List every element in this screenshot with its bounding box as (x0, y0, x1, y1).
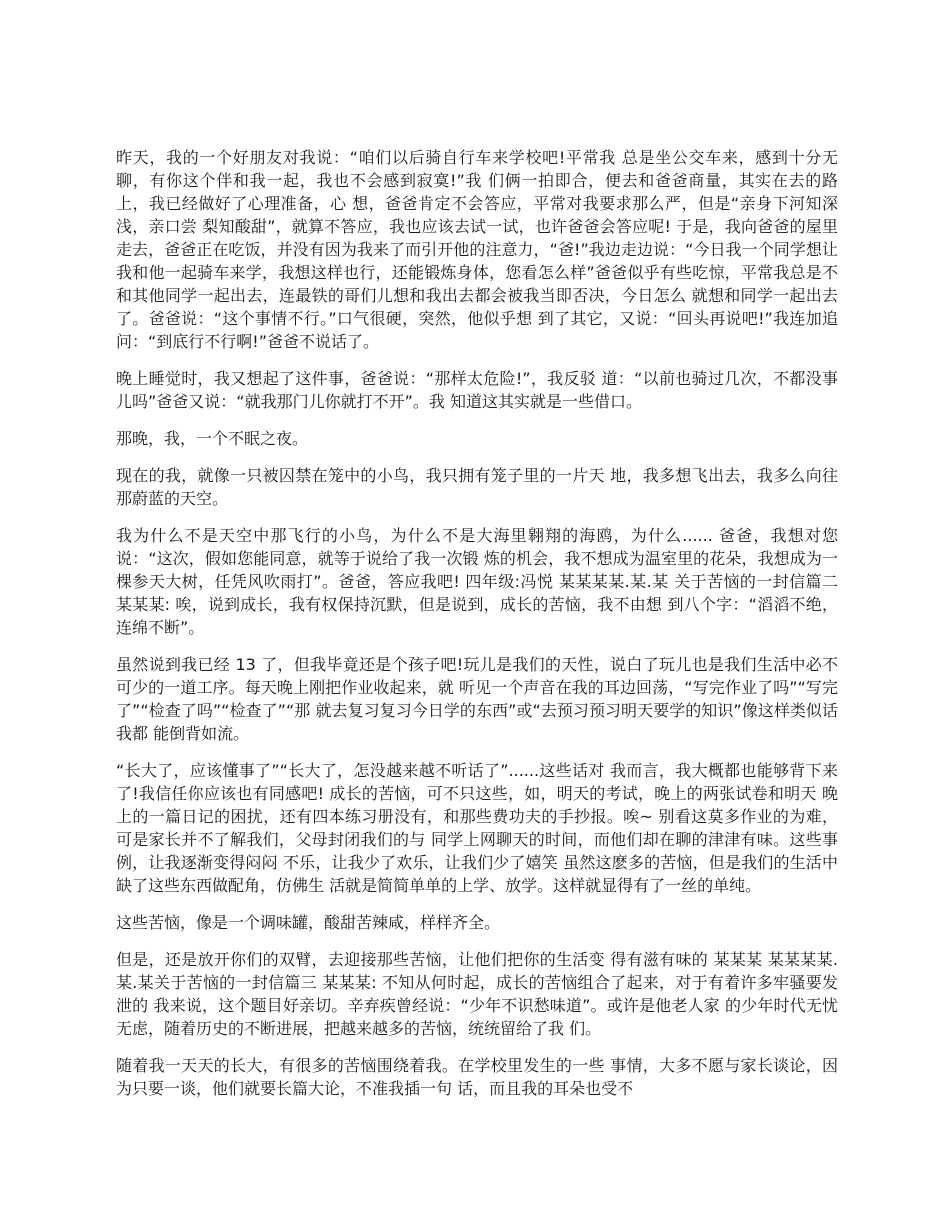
paragraph-6: 虽然说到我已经 13 了，但我毕竟还是个孩子吧!玩儿是我们的天性，说白了玩儿也是我们生活中必不可少的一道工序。每天晚上刚把作业收起来，就 听见一个声音在我的耳边回荡，“写完作业了吗”“写完了”“检查了吗”“检查了”“那 就去复习复习今日学的东西”或“去预习预习明天要学的知识”像这样类似话我都 能倒背如流。 (116, 655, 838, 743)
paragraph-7: “长大了，应该懂事了”“长大了，怎没越来越不听话了”......这些话对 我而言，我大概都也能够背下来了!我信任你应该也有同感吧! 成长的苦恼，可不只这些，如，明天的考试，晚上的两张试卷和明天 晚上的一篇日记的困扰，还有四本练习册没有，和那些费功夫的手抄报。唉~ 别看这莫多作业的为难，可是家长并不了解我们，父母封闭我们的与 同学上网聊天的时间，而他们却在聊的津津有味。这些事例，让我逐渐变得闷闷 不乐，让我少了欢乐，让我们少了嬉笑 虽然这麽多的苦恼，但是我们的生活中缺了这些东西做配角，仿佛生 活就是简简单单的上学、放学。这样就显得有了一丝的单纯。 (116, 761, 838, 895)
paragraph-8: 这些苦恼，像是一个调味罐，酸甜苦辣咸，样样齐全。 (116, 913, 501, 932)
paragraph-10: 随着我一天天的长大，有很多的苦恼围绕着我。在学校里发生的一些 事情，大多不愿与家长谈论，因为只要一谈，他们就要长篇大论，不准我插一句 话，而且我的耳朵也受不 (116, 1056, 838, 1098)
paragraph-2: 晚上睡觉时，我又想起了这件事，爸爸说：“那样太危险!”，我反驳 道：“以前也骑过几次，不都没事儿吗”爸爸又说：“就我那门儿你就打不开”。我 知道这其实就是一些借口。 (116, 369, 838, 411)
paragraph-4: 现在的我，就像一只被囚禁在笼中的小鸟，我只拥有笼子里的一片天 地，我多想飞出去，我多么向往那蔚蓝的天空。 (116, 466, 838, 508)
paragraph-3: 那晚，我，一个不眠之夜。 (116, 429, 309, 448)
paragraph-1: 昨天，我的一个好朋友对我说：“咱们以后骑自行车来学校吧!平常我 总是坐公交车来，感到十分无聊，有你这个伴和我一起，我也不会感到寂寞!”我 们俩一拍即合，便去和爸爸商量，其实在去的路上，我已经做好了心理准备，心 想，爸爸肯定不会答应，平常对我要求那么严，但是“亲身下河知深浅，亲口尝 梨知酸甜”，就算不答应，我也应该去试一试，也许爸爸会答应呢! 于是，我向爸爸的屋里走去，爸爸正在吃饭，并没有因为我来了而引开他的注意力，“爸!”我边走边说：“今日我一个同学想让我和他一起骑车来学，我想这样也行，还能锻炼身体，您看怎么样”爸爸似乎有些吃惊，平常我总是不 和其他同学一起出去，连最铁的哥们儿想和我出去都会被我当即否决，今日怎么 就想和同学一起出去了。爸爸说：“这个事情不行。”口气很硬，突然，他似乎想 到了其它，又说：“回头再说吧!”我连加追问：“到底行不行啊!”爸爸不说话了。 (116, 148, 838, 351)
document-page (116, 146, 838, 1206)
paragraph-9: 但是，还是放开你们的双臂，去迎接那些苦恼，让他们把你的生活变 得有滋有味的 某某某 某某某某.某.某关于苦恼的一封信篇三 某某某: 不知从何时起，成长的苦恼组合了起来，对于有着许多牢骚要发泄的 我来说，这个题目好亲切。辛弃疾曾经说：“少年不识愁味道”。或许是他老人家 的少年时代无忧无虑，随着历史的不断进展，把越来越多的苦恼，统统留给了我 们。 (116, 950, 838, 1038)
paragraph-5: 我为什么不是天空中那飞行的小鸟，为什么不是大海里翱翔的海鸥，为什么...... 爸爸，我想对您说：“这次，假如您能同意，就等于说给了我一次锻 炼的机会，我不想成为温室里的花朵，我想成为一棵参天大树，任凭风吹雨打”。爸爸，答应我吧! 四年级:冯悦 某某某某.某.某 关于苦恼的一封信篇二 某某某: 唉，说到成长，我有权保持沉默，但是说到，成长的苦恼，我不由想 到八个字：“滔滔不绝，连绵不断”。 (116, 526, 838, 637)
